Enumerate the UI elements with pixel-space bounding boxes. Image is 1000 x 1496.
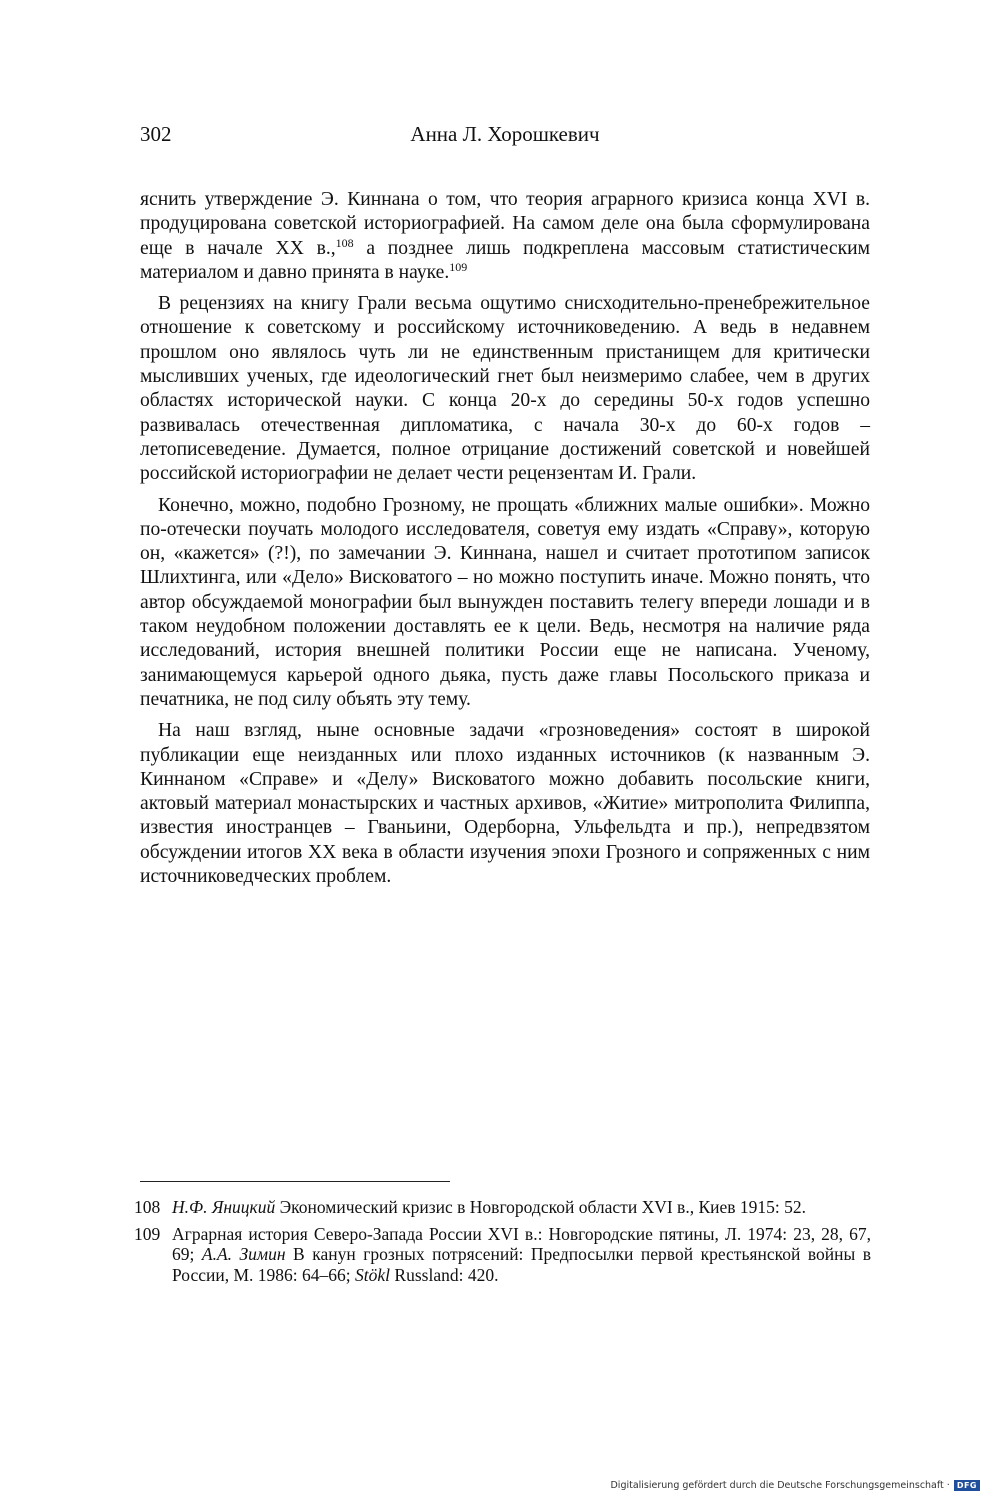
author-name: Н.Ф. Яницкий: [172, 1197, 276, 1217]
dfg-logo-icon: DFG: [954, 1480, 980, 1491]
paragraph: [140, 188, 870, 285]
footnote-ref[interactable]: 109: [449, 259, 468, 274]
footnote-number: 109: [134, 1223, 161, 1244]
author-name: А.А. Зимин: [201, 1244, 286, 1264]
text-run: В канун грозных потрясений: Предпосылки первой крестьянской войны в России, М. 1986: 64–66;: [172, 1244, 871, 1285]
footnote-number: 108: [134, 1197, 161, 1217]
text-run: Russland: 420.: [390, 1264, 499, 1285]
footnote-text: [172, 1224, 871, 1286]
author-name: Stökl: [355, 1264, 391, 1285]
paragraph: [140, 719, 870, 889]
running-head: Анна Л. Хорошкевич: [410, 122, 600, 146]
footnote: [134, 1197, 871, 1218]
footnote: [134, 1224, 871, 1286]
digitization-credit: [610, 1480, 980, 1491]
footnotes: [134, 1197, 871, 1291]
page-header: [140, 122, 870, 152]
page-number: 302: [140, 122, 172, 146]
text-run: Аграрная история Северо-Запада России XVI в.: Новгородские пятины, Л. 1974: 23, 28, 67, 69;: [172, 1223, 871, 1264]
text-run: Экономический кризис в Новгородской области XVI в., Киев 1915: 52.: [275, 1197, 806, 1217]
credit-text: Digitalisierung gefördert durch die Deutsche Forschungsgemeinschaft ·: [610, 1480, 950, 1491]
text-run: На наш взгляд, ныне основные задачи «грозноведения» состоят в широкой публикации еще неизданных или плохо изданных источников (к названным Э. Киннаном «Справе» и «Делу» Висковатого можно добавить посольские книги, актовый материал монастырских и частных архивов, «Житие» митрополита Филиппа, известия иностранцев – Гваньини, Одерборна, Ульфельдта и пр.), непредвзятом обсуждении итогов XX века в области изучения эпохи Грозного и сопряженных с ним источниковедческих проблем.: [140, 720, 870, 888]
paragraph: [140, 292, 870, 486]
body-text: [140, 188, 870, 896]
footnote-text: [172, 1197, 871, 1218]
paragraph: [140, 494, 870, 713]
text-run: а позднее лишь подкреплена массовым статистическим материалом и давно принята в науке.: [140, 237, 870, 283]
text-run: В рецензиях на книгу Грали весьма ощутимо снисходительно-пренебрежительное отношение к советскому и российскому источниковедению. А ведь в недавнем прошлом оно являлось чуть ли не единственным пристанищем для критически мысливших ученых, где идеологический гнет был неизмеримо слабее, чем в других областях исторической науки. С конца 20-х до середины 50-х годов успешно развивалась отечественная дипломатика, с начала 30-х до 60-х годов – летописеведение. Думается, полное отрицание достижений советской и новейшей российской историографии не делает чести рецензентам И. Грали.: [140, 293, 870, 485]
footnote-separator: [140, 1181, 450, 1182]
footnote-ref[interactable]: 108: [335, 235, 354, 250]
text-run: Конечно, можно, подобно Грозному, не прощать «ближних малые ошибки». Можно по-отечески поучать молодого исследователя, советуя ему издать «Справу», которую он, «кажется» (?!), по замечании Э. Киннана, нашел и считает прототипом записок Шлихтинга, или «Дело» Висковатого – но можно поступить иначе. Можно понять, что автор обсуждаемой монографии был вынужден поставить телегу впереди лошади и в таком неудобном положении доставлять ее к цели. Ведь, несмотря на наличие ряда исследований, история внешней политики России еще не написана. Ученому, занимающемуся карьерой одного дьяка, пусть даже главы Посольского приказа и печатника, не под силу объять эту тему.: [140, 494, 870, 710]
text-run: яснить утверждение Э. Киннана о том, что теория аграрного кризиса конца XVI в. продуцирована советской историографией. На самом деле она была сформулирована еще в начале XX в.,: [140, 189, 870, 259]
